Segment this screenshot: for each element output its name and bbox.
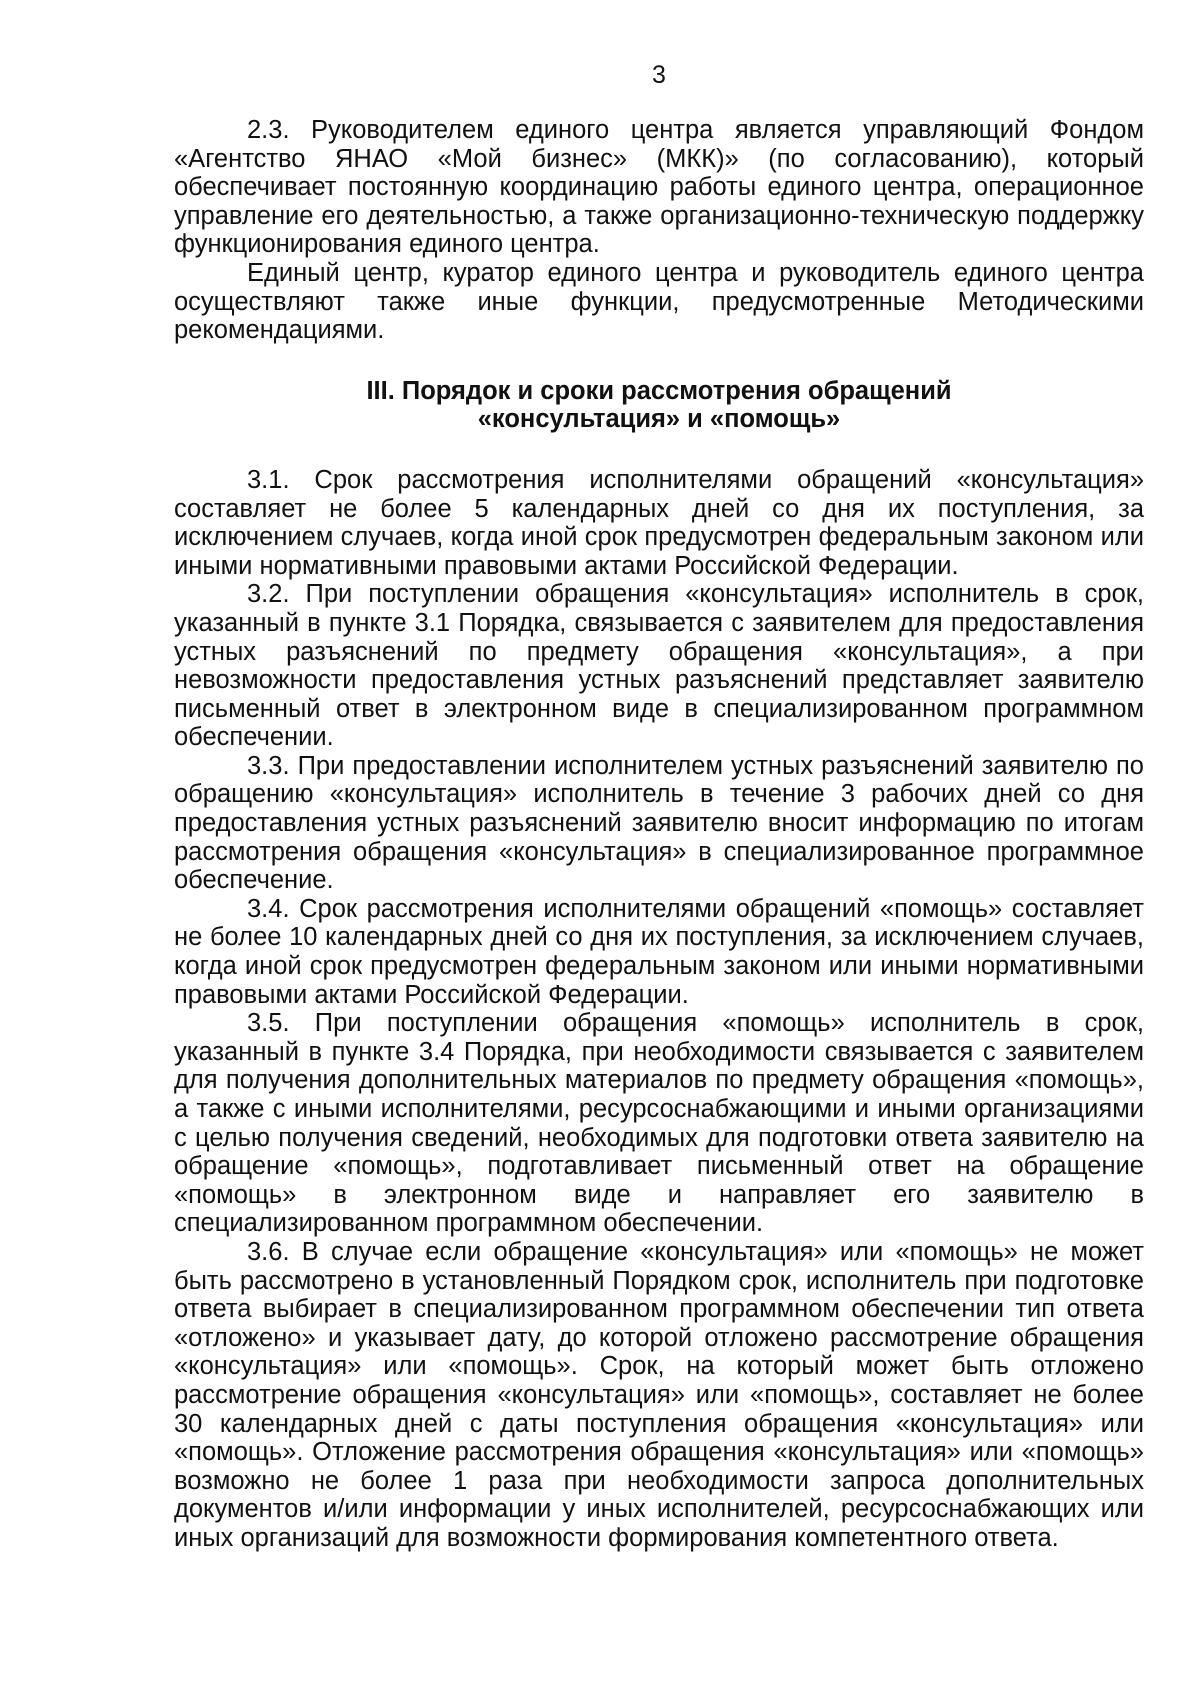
paragraph-3-4: 3.4. Срок рассмотрения исполнителями обращений «помощь» составляет не более 10 календарных дней со дня их поступления, за исключением случаев, когда иной срок предусмотрен федеральным законом или иными нормативными правовыми актами Российской Федерации. — [174, 894, 1144, 1009]
paragraph-3-3: 3.3. При предоставлении исполнителем устных разъяснений заявителю по обращению «консультация» исполнитель в течение 3 рабочих дней со дня предоставления устных разъяснений заявителю вносит информацию по итогам рассмотрения обращения «консультация» в специализированное программное обеспечение. — [174, 751, 1144, 895]
paragraph-3-6: 3.6. В случае если обращение «консультация» или «помощь» не может быть рассмотрено в установленный Порядком срок, исполнитель при подготовке ответа выбирает в специализированном программном обеспечении тип ответа «отложено» и указывает дату, до которой отложено рассмотрение обращения «консультация» или «помощь». Срок, на который может быть отложено рассмотрение обращения «консультация» или «помощь», составляет не более 30 календарных дней с даты поступления обращения «консультация» или «помощь». Отложение рассмотрения обращения «консультация» или «помощь» возможно не более 1 раза при необходимости запроса дополнительных документов и/или информации у иных исполнителей, ресурсоснабжающих или иных организаций для возможности формирования компетентного ответа. — [174, 1237, 1144, 1552]
paragraph-unified-center-functions: Единый центр, куратор единого центра и руководитель единого центра осуществляют также иные функции, предусмотренные Методическими рекомендациями. — [174, 258, 1144, 345]
paragraph-3-5: 3.5. При поступлении обращения «помощь» исполнитель в срок, указанный в пункте 3.4 Порядка, при необходимости связывается с заявителем для получения дополнительных материалов по предмету обращения «помощь», а также с иными исполнителями, ресурсоснабжающими и иными организациями с целью получения сведений, необходимых для подготовки ответа заявителю на обращение «помощь», подготавливает письменный ответ на обращение «помощь» в электронном виде и направляет его заявителю в специализированном программном обеспечении. — [174, 1009, 1144, 1238]
paragraph-2-3: 2.3. Руководителем единого центра является управляющий Фондом «Агентство ЯНАО «Мой бизнес» (МКК)» (по согласованию), который обеспечивает постоянную координацию работы единого центра, операционное управление его деятельностью, а также организационно-техническую поддержку функционирования единого центра. — [174, 116, 1144, 259]
section-title — [174, 377, 1144, 434]
paragraph-3-2: 3.2. При поступлении обращения «консультация» исполнитель в срок, указанный в пункте 3.1 Порядка, связывается с заявителем для предоставления устных разъяснений по предмету обращения «консультация», а при невозможности предоставления устных разъяснений представляет заявителю письменный ответ в электронном виде в специализированном программном обеспечении. — [174, 580, 1144, 752]
document-page — [174, 60, 1144, 1553]
page-number: 3 — [652, 61, 666, 89]
section-title-line-1: III. Порядок и сроки рассмотрения обращений — [366, 376, 952, 405]
paragraph-3-1: 3.1. Срок рассмотрения исполнителями обращений «консультация» составляет не более 5 календарных дней со дня их поступления, за исключением случаев, когда иной срок предусмотрен федеральным законом или иными нормативными правовыми актами Российской Федерации. — [174, 465, 1144, 580]
section-title-line-2: «консультация» и «помощь» — [477, 405, 841, 434]
